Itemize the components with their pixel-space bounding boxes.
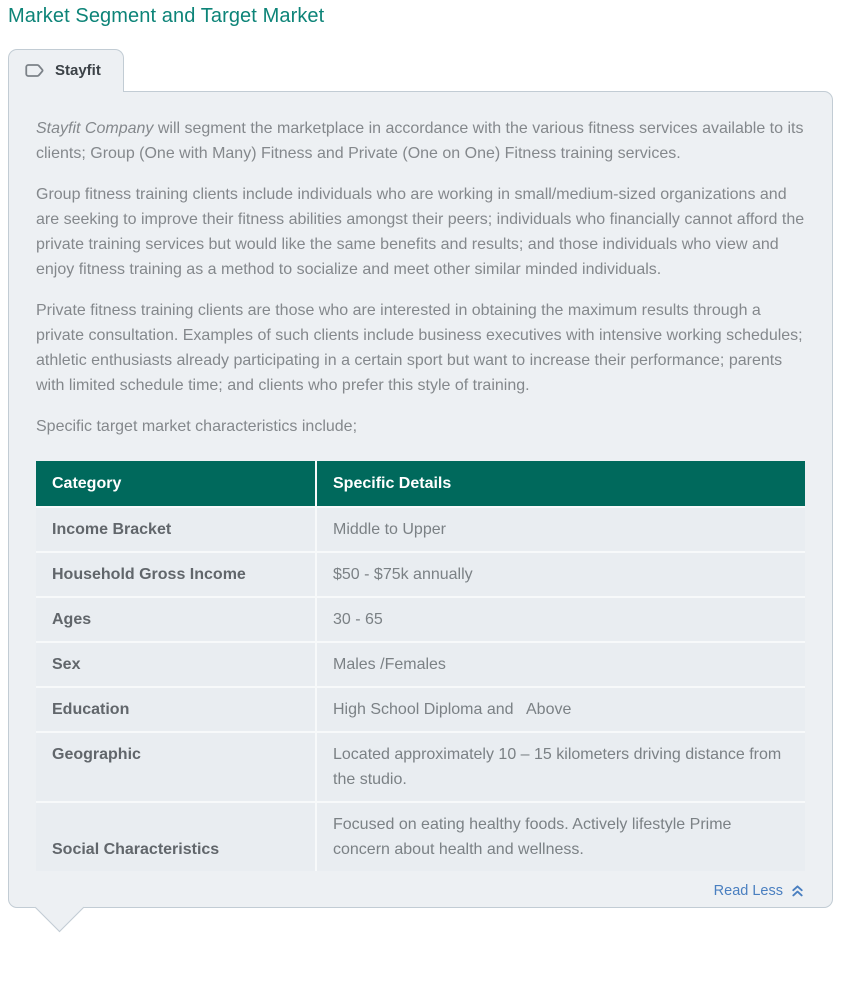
paragraph-private-fitness: Private fitness training clients are those who are interested in obtaining the maximum results through a private consultation. Examples of such clients include business executives with intensive working schedules; athletic enthusiasts already participating in a certain sport but want to increase their performance; parents with limited schedule time; and clients who prefer this style of training. xyxy=(36,302,803,394)
row-label: Geographic xyxy=(36,731,317,801)
table-row-education xyxy=(36,686,805,731)
target-market-table xyxy=(36,461,805,871)
column-header-category: Category xyxy=(36,461,317,506)
tab-label: Stayfit xyxy=(55,62,101,79)
row-label: Education xyxy=(36,686,317,731)
page-title: Market Segment and Target Market xyxy=(8,5,325,27)
content-card xyxy=(8,91,833,908)
column-header-specific-details: Specific Details xyxy=(317,461,805,506)
row-value: Focused on eating healthy foods. Actively lifestyle Prime concern about health and wellness. xyxy=(317,801,805,871)
read-less-link[interactable] xyxy=(714,883,804,899)
tab-stayfit[interactable] xyxy=(8,49,124,92)
row-value: $50 - $75k annually xyxy=(317,551,805,596)
row-label: Income Bracket xyxy=(36,506,317,551)
row-label: Sex xyxy=(36,641,317,686)
row-label: Social Characteristics xyxy=(36,801,317,871)
row-label: Household Gross Income xyxy=(36,551,317,596)
paragraph-intro-text: will segment the marketplace in accordance with the various fitness services available to its clients; Group (One with Many) Fitness and Private (One on One) Fitness training services. xyxy=(36,120,804,162)
row-value: 30 - 65 xyxy=(317,596,805,641)
company-name-italic: Stayfit Company xyxy=(36,120,154,137)
table-row-social-characteristics xyxy=(36,801,805,871)
row-value: High School Diploma and Above xyxy=(317,686,805,731)
read-less-label: Read Less xyxy=(713,883,783,899)
paragraph-intro xyxy=(36,116,805,166)
table-row-income-bracket xyxy=(36,506,805,551)
row-label: Ages xyxy=(36,596,317,641)
double-chevron-up-icon xyxy=(791,884,804,898)
speech-bubble-tail xyxy=(35,883,84,932)
table-row-household-gross-income xyxy=(36,551,805,596)
row-value: Located approximately 10 – 15 kilometers driving distance from the studio. xyxy=(317,731,805,801)
table-row-sex xyxy=(36,641,805,686)
paragraph-group-fitness: Group fitness training clients include individuals who are working in small/medium-sized organizations and are seeking to improve their fitness abilities amongst their peers; individuals who financially cannot afford the private training services but would like the same benefits and results; and those individuals who view and enjoy fitness training as a method to socialize and meet other similar minded individuals. xyxy=(36,186,805,278)
row-value: Males /Females xyxy=(317,641,805,686)
table-header-row xyxy=(36,461,805,506)
table-row-ages xyxy=(36,596,805,641)
tag-icon xyxy=(25,63,44,78)
paragraph-characteristics-intro: Specific target market characteristics include; xyxy=(36,418,358,435)
table-row-geographic xyxy=(36,731,805,801)
row-value: Middle to Upper xyxy=(317,506,805,551)
